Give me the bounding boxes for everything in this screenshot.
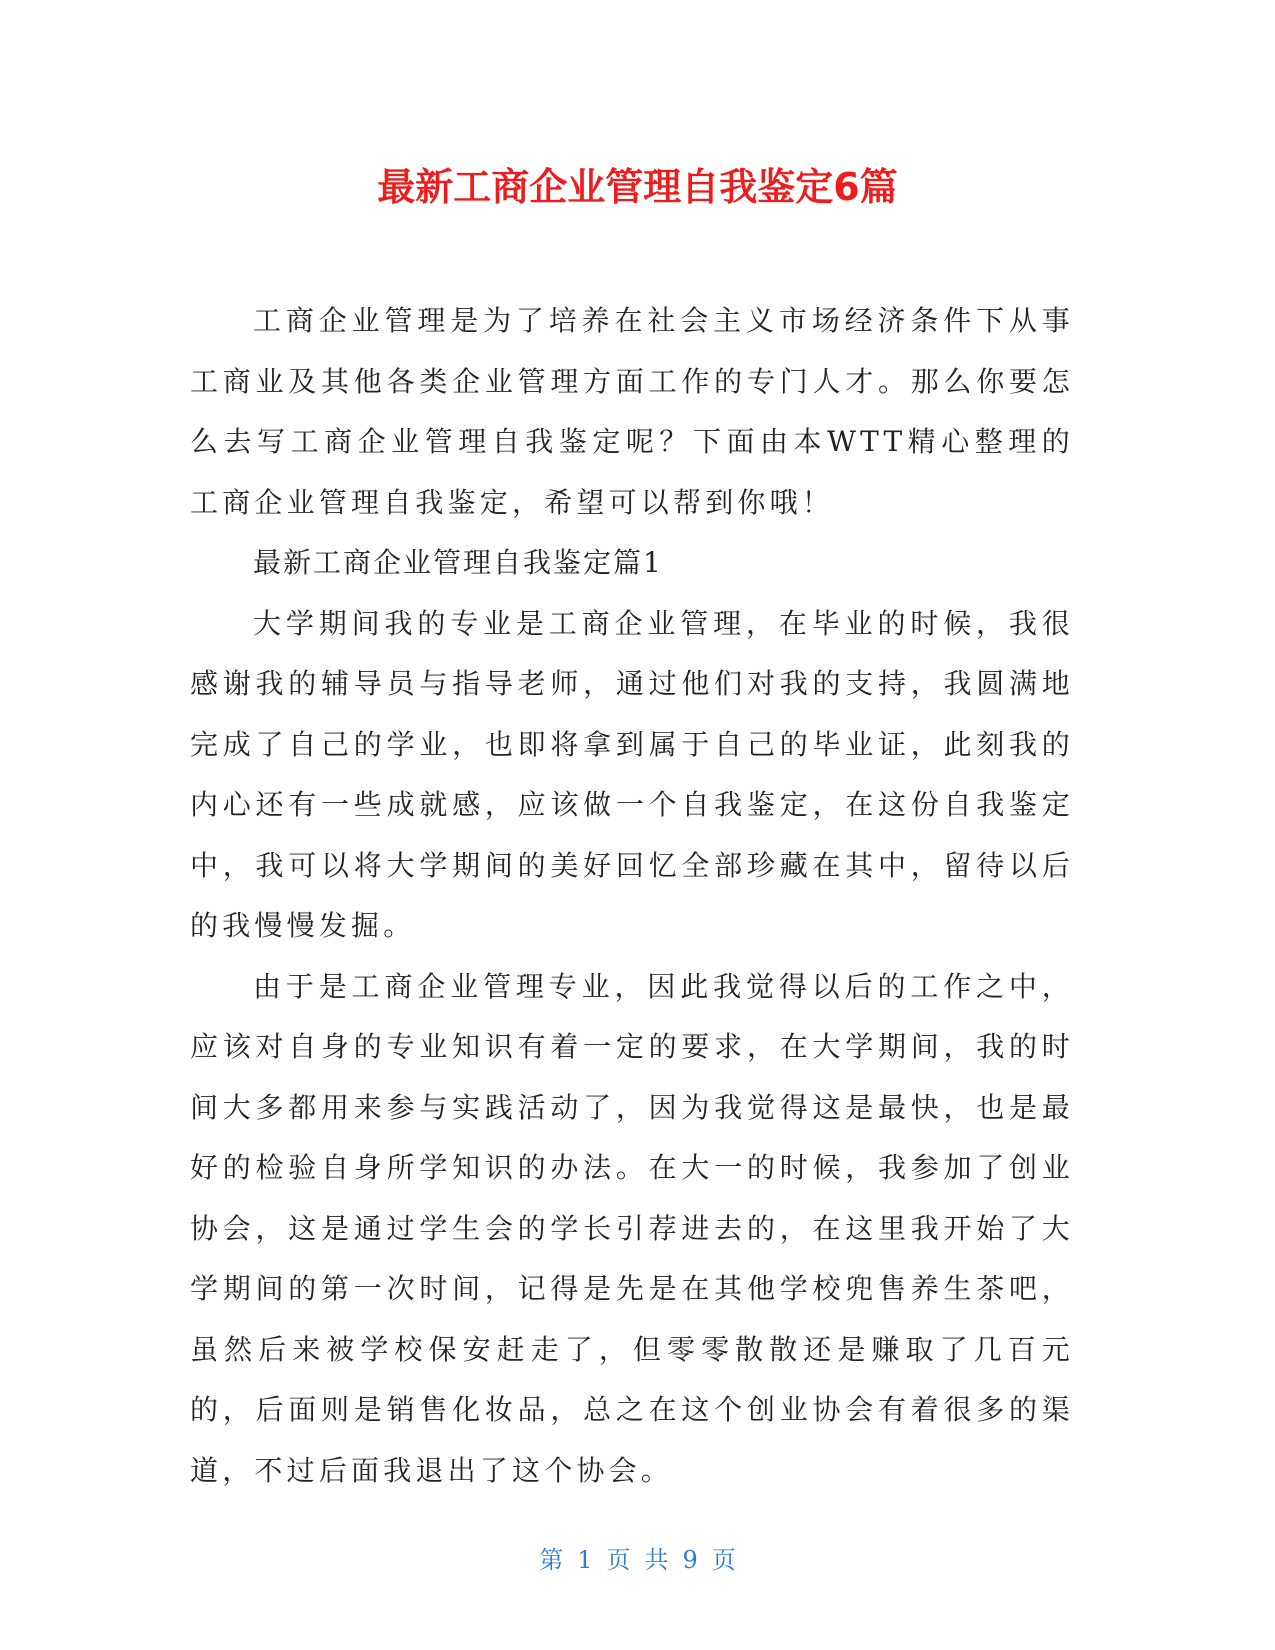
footer-total-prefix: 共 (644, 1546, 669, 1574)
footer-page-word: 页 (606, 1546, 631, 1574)
document-title: 最新工商企业管理自我鉴定6篇 (377, 165, 898, 209)
footer-prefix: 第 (539, 1546, 564, 1574)
footer-current-page: 1 (577, 1546, 593, 1574)
body-paragraph-1: 大学期间我的专业是工商企业管理，在毕业的时候，我很感谢我的辅导员与指导老师，通过他们对我的支持，我圆满地完成了自己的学业，也即将拿到属于自己的毕业证，此刻我的内心还有一些成就感，应该做一个自我鉴定，在这份自我鉴定中，我可以将大学期间的美好回忆全部珍藏在其中，留待以后的我慢慢发掘。 (190, 606, 1074, 942)
footer-suffix: 页 (711, 1546, 736, 1574)
footer-total-pages: 9 (682, 1546, 698, 1574)
page-footer (0, 1545, 1275, 1575)
section-heading: 最新工商企业管理自我鉴定篇1 (253, 546, 663, 579)
intro-paragraph: 工商企业管理是为了培养在社会主义市场经济条件下从事工商业及其他各类企业管理方面工作的专门人才。那么你要怎么去写工商企业管理自我鉴定呢？下面由本WTT精心整理的工商企业管理自我鉴定，希望可以帮到你哦！ (190, 304, 1074, 519)
document-body (190, 291, 1074, 1501)
body-paragraph-2: 由于是工商企业管理专业，因此我觉得以后的工作之中，应该对自身的专业知识有着一定的要求，在大学期间，我的时间大多都用来参与实践活动了，因为我觉得这是最快，也是最好的检验自身所学知识的办法。在大一的时候，我参加了创业协会，这是通过学生会的学长引荐进去的，在这里我开始了大学期间的第一次时间，记得是先是在其他学校兜售养生茶吧，虽然后来被学校保安赶走了，但零零散散还是赚取了几百元的，后面则是销售化妆品，总之在这个创业协会有着很多的渠道，不过后面我退出了这个协会。 (190, 969, 1074, 1487)
